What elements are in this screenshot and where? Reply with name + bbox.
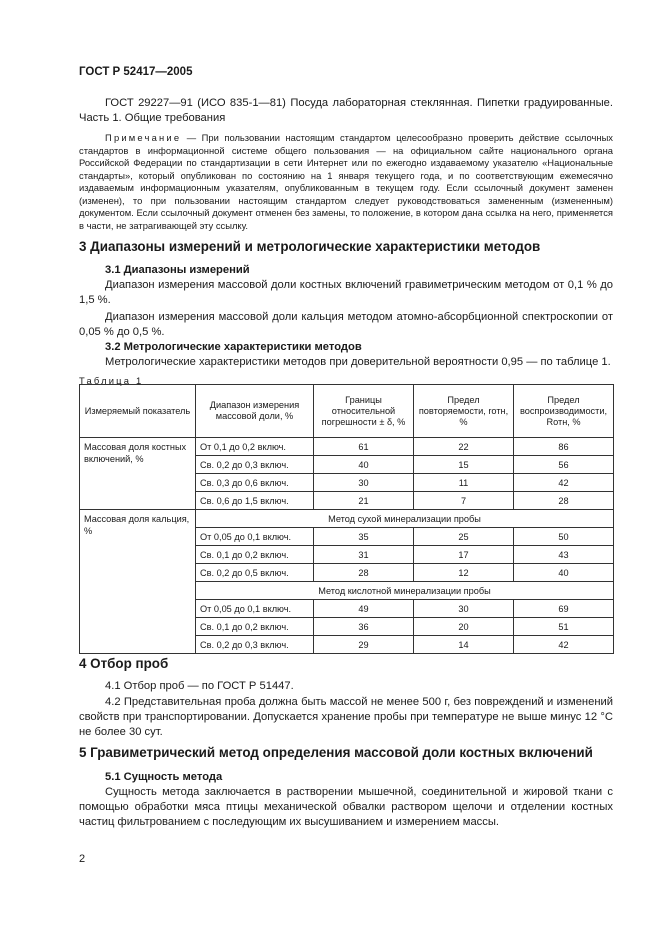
cell-range: Св. 0,1 до 0,2 включ. (196, 546, 314, 564)
section-5-1-para-1: Сущность метода заключается в растворении мышечной, соединительной и жировой ткани с помощью обработки мяса птицы механической обвалки раствором щелочи и отделении костных частиц фильтрованием с последующим их высушиванием и измерением массы. (79, 786, 613, 828)
cell-reproducibility: 42 (514, 636, 614, 654)
cell-reproducibility: 40 (514, 564, 614, 582)
section-3-1-title: 3.1 Диапазоны измерений (105, 264, 250, 276)
note-paragraph (79, 132, 613, 232)
cell-repeatability: 25 (414, 528, 514, 546)
cell-repeatability: 22 (414, 438, 514, 456)
cell-repeatability: 30 (414, 600, 514, 618)
page-number: 2 (79, 853, 86, 865)
header-reproducibility: Предел воспроизводимости, Rотн, % (514, 385, 614, 438)
header-range: Диапазон измерения массовой доли, % (196, 385, 314, 438)
cell-repeatability: 11 (414, 474, 514, 492)
section-3-2-title: 3.2 Метрологические характеристики методов (105, 341, 362, 353)
table-row (80, 438, 614, 456)
cell-reproducibility: 43 (514, 546, 614, 564)
cell-error: 21 (314, 492, 414, 510)
cell-repeatability: 15 (414, 456, 514, 474)
table-1 (79, 384, 613, 654)
cell-range: От 0,05 до 0,1 включ. (196, 528, 314, 546)
cell-range: Св. 0,2 до 0,3 включ. (196, 636, 314, 654)
cell-range: От 0,1 до 0,2 включ. (196, 438, 314, 456)
table-caption-text: Таблица 1 (79, 375, 144, 386)
cell-range: Св. 0,2 до 0,3 включ. (196, 456, 314, 474)
document-header: ГОСТ Р 52417—2005 (79, 66, 193, 78)
section-4 (79, 655, 613, 740)
method-dry-header: Метод сухой минерализации пробы (196, 510, 614, 528)
cell-error: 29 (314, 636, 414, 654)
cell-error: 61 (314, 438, 414, 456)
section-5 (79, 744, 613, 830)
cell-range: Св. 0,3 до 0,6 включ. (196, 474, 314, 492)
cell-repeatability: 14 (414, 636, 514, 654)
cell-reproducibility: 42 (514, 474, 614, 492)
cell-repeatability: 20 (414, 618, 514, 636)
cell-error: 49 (314, 600, 414, 618)
section-3-1-para-1: Диапазон измерения массовой доли костных включений гравиметрическим методом от 0,1 % до 1,5 %. (79, 279, 613, 306)
reference-gost-29227: ГОСТ 29227—91 (ИСО 835-1—81) Посуда лабораторная стеклянная. Пипетки градуированные. Часть 1. Общие требования (79, 97, 613, 124)
references-block (79, 96, 613, 232)
section-3 (79, 238, 613, 370)
cell-error: 30 (314, 474, 414, 492)
note-label: Примечание (105, 132, 182, 143)
section-3-title: 3 Диапазоны измерений и метрологические характеристики методов (79, 239, 541, 254)
group-calcium-label: Массовая доля кальция, % (80, 510, 196, 654)
cell-error: 28 (314, 564, 414, 582)
cell-repeatability: 7 (414, 492, 514, 510)
cell-range: Св. 0,2 до 0,5 включ. (196, 564, 314, 582)
table-header-row (80, 385, 614, 438)
cell-reproducibility: 51 (514, 618, 614, 636)
cell-reproducibility: 50 (514, 528, 614, 546)
section-5-1-title: 5.1 Сущность метода (105, 771, 223, 783)
cell-range: От 0,05 до 0,1 включ. (196, 600, 314, 618)
note-text: — При пользовании настоящим стандартом целесообразно проверить действие ссылочных стандартов в информационной системе общего пользования — на официальном сайте национального органа Российской Федерации по стандартизации в сети Интернет или по ежегодно издаваемому указателю «Национальные стандарты», который опубликован по состоянию на 1 января текущего года, и по соответствующим ежемесячно издаваемым информационным указателям, опубликованным в текущем году. Если ссылочный документ заменен (изменен), то при пользовании настоящим стандартом следует руководствоваться замененным (измененным) документом. Если ссылочный документ отменен без замены, то положение, в котором дана ссылка на него, применяется в части, не затрагивающей эту ссылку. (79, 132, 613, 231)
cell-error: 31 (314, 546, 414, 564)
cell-reproducibility: 28 (514, 492, 614, 510)
cell-error: 40 (314, 456, 414, 474)
section-3-1-para-2: Диапазон измерения массовой доли кальция методом атомно-абсорбционной спектроскопии от 0,05 % до 0,5 %. (79, 311, 613, 338)
section-3-2-para-1: Метрологические характеристики методов при доверительной вероятности 0,95 — по таблице 1. (105, 356, 611, 368)
metrology-table (79, 384, 614, 654)
section-5-title: 5 Гравиметрический метод определения массовой доли костных включений (79, 745, 593, 760)
cell-error: 36 (314, 618, 414, 636)
header-repeatability: Предел повторяемости, rотн, % (414, 385, 514, 438)
section-4-para-2: 4.2 Представительная проба должна быть массой не менее 500 г, без повреждений и изменений свойств при транспортировании. Допускается хранение пробы при температуре не выше минус 12 °С не более 30 сут. (79, 696, 613, 738)
cell-range: Св. 0,1 до 0,2 включ. (196, 618, 314, 636)
cell-repeatability: 12 (414, 564, 514, 582)
cell-reproducibility: 56 (514, 456, 614, 474)
group-bone-label: Массовая доля костных включений, % (80, 438, 196, 510)
method-acid-header: Метод кислотной минерализации пробы (196, 582, 614, 600)
cell-repeatability: 17 (414, 546, 514, 564)
cell-reproducibility: 69 (514, 600, 614, 618)
cell-reproducibility: 86 (514, 438, 614, 456)
cell-error: 35 (314, 528, 414, 546)
table-row (80, 510, 614, 528)
header-error: Границы относительной погрешности ± δ, % (314, 385, 414, 438)
cell-range: Св. 0,6 до 1,5 включ. (196, 492, 314, 510)
header-indicator: Измеряемый показатель (80, 385, 196, 438)
section-4-title: 4 Отбор проб (79, 656, 169, 671)
section-4-para-1: 4.1 Отбор проб — по ГОСТ Р 51447. (105, 680, 294, 692)
